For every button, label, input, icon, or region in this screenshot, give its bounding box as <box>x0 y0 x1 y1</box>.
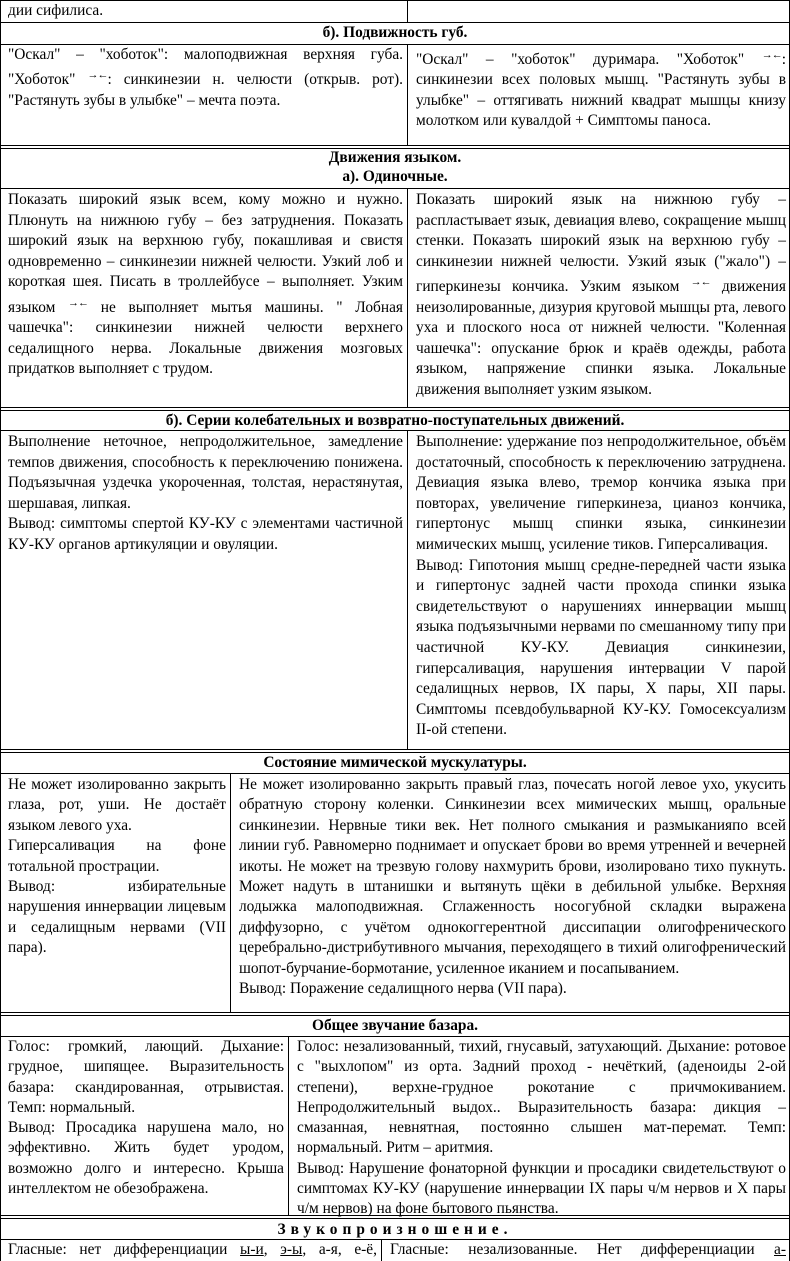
rule-lips-bottom <box>0 145 790 149</box>
tongue-right-cell <box>408 190 790 400</box>
tongue-header: а). Одиночные. <box>342 168 448 185</box>
mimic-right-para-2: Вывод: Поражение седалищного нерва (VII пара). <box>239 980 567 998</box>
rule-series-header <box>0 430 790 431</box>
col-divider-mimic <box>230 773 231 1013</box>
series-header: б). Серии колебательных и возвратно-поступательных движений. <box>165 412 625 429</box>
rule-sound-header <box>0 1036 790 1037</box>
pronun-left-cell: Гласные: нет дифференциации ы-и, э-ы, а-я, е-ё, <box>8 1241 377 1258</box>
sound-left-para-2: Вывод: Просадика нарушена мало, но эффективно. Жить будет уродом, возможно долго и интересно. Крыша интеллектом не обезображена. <box>8 1119 284 1198</box>
mimic-left-para-1: Не может изолированно закрыть глаза, рот, уши. Не достаёт языком левого уха. <box>8 776 226 834</box>
lips-left-cell <box>0 45 407 111</box>
series-left-para-2: Вывод: симптомы спертой КУ-КУ с элементами частичной КУ-КУ органов артикуляции и овуляции. <box>8 515 403 553</box>
row0-left-cell <box>0 1 407 21</box>
pronun-right-prefix: Гласные: незализованные. Нет дифференциации <box>390 1241 755 1258</box>
tongue-title: Движения языком. <box>328 149 462 166</box>
rule-row0 <box>0 22 790 23</box>
tongue-left-text-1: Показать широкий язык всем, кому можно и нужно. Плюнуть на нижнюю губу – без затруднения. Показать широкий язык на верхнюю губу, покашливая и свистя одновременно – синкинезии нижней челюсти. Узкий лоб и короткая шея. Писать в троллейбусе – выполняет. Узким языком <box>8 191 403 316</box>
pronun-right-pair: а- <box>774 1241 786 1258</box>
pronun-left-pair-2: э-ы <box>280 1241 303 1258</box>
mimic-left-para-3: Вывод: избирательные нарушения иннервации лицевым и седалищным нервами (VII пара). <box>8 878 226 957</box>
row0-left-text: дии сифилиса. <box>8 2 104 19</box>
pronun-left-prefix: Гласные: нет дифференциации <box>8 1241 228 1258</box>
lips-header: б). Подвижность губ. <box>322 24 468 41</box>
mimic-left-para-2: Гиперсаливация на фоне тотальной прострации. <box>8 837 226 875</box>
series-left-para-1: Выполнение неточное, непродолжительное, замедление темпов движения, способность к переключению понижена. Подъязычная уздечка укороченная, толстая, нерастянутая, шершавая, липкая. <box>8 433 403 512</box>
rule-tongue-header <box>0 188 790 189</box>
tongue-left-cell <box>0 190 407 380</box>
mimic-header: Состояние мимической мускулатуры. <box>263 754 527 771</box>
sound-right-cell <box>289 1037 790 1220</box>
rule-sound-bottom <box>0 1215 790 1219</box>
arrow-icon: →← <box>68 296 89 309</box>
col-divider-tongue <box>407 188 408 408</box>
series-right-para-2: Вывод: Гипотония мышц средне-передней части языка и гипертонус задней части прохода спинки языка свидетельствуют о нарушениях иннервации мышц языка подъязычными нервами по смешанному типу при частичной КУ-КУ. Девиация синкинезии, гиперсаливация, нарушения интервации V парой седалищных нервов, IX пары, X пары, XII пары. Симптомы псевдобульварной КУ-КУ. Гомосексуализм II-ой степени. <box>416 556 786 739</box>
lips-right-text-1: "Оскал" – "хоботок" дуримара. "Хоботок" <box>416 51 745 69</box>
sound-right-para-2: Вывод: Нарушение фонаторной функции и просадики свидетельствуют о симптомах КУ-КУ (нарушение иннервации IX пары ч/м нервов и X пары ч/м нервов) на фоне бытового пьянства. <box>297 1159 786 1218</box>
tongue-right-text-2: движения неизолированные, дизурия круговой мышцы рта, левого уха и плоского носа от нижней челюсти. "Коленная чашечка": опускание брюк и краёв одежды, работа языком, напряжение спинки языка. Локальные движения выполняет узким языком. <box>416 278 786 398</box>
pronun-header: Звукопроизношение. <box>277 1221 513 1238</box>
mimic-right-cell <box>231 775 790 999</box>
pronun-left-rest: , а-я, е-ё, <box>302 1241 377 1258</box>
arrow-icon: →← <box>87 69 108 82</box>
lips-left-text-2: "Хоботок" <box>8 71 76 89</box>
rule-mimic-bottom <box>0 1012 790 1016</box>
arrow-icon: →← <box>761 49 782 61</box>
rule-lips-header <box>0 44 790 45</box>
border-top <box>0 0 790 1</box>
col-divider-pronun <box>381 1239 382 1261</box>
lips-right-cell <box>408 45 790 131</box>
tongue-right-text-1: Показать широкий язык на нижнюю губу – распластывает язык, девиация влево, сокращение мышц стенки. Показать широкий язык на верхнюю губу – синкинезии нижней челюсти. Узкий язык ("жало") – гиперкинезы кончика. Узким языком <box>416 191 786 296</box>
border-left <box>0 0 1 1261</box>
sound-left-para-1: Голос: громкий, лающий. Дыхание: грудное, шипящее. Выразительность базара: скандированная, отрывистая. Темп: нормальный. <box>8 1038 284 1116</box>
lips-right-text-2: : синкинезии всех половых мышц. "Растянуть зубы в улыбке" – оттягивать нижний квадрат мышцы книзу молотком или кувалдой + Симптомы паноса. <box>416 51 786 130</box>
mimic-left-cell <box>0 775 230 959</box>
lips-left-text-3: : синкинезии н. челюсти (открыв. рот). "Растянуть зубы в улыбке" – мечта поэта. <box>8 71 403 109</box>
tongue-left-text-2: не выполняет мытья машины. " Лобная чашечка": синкинезии нижней челюсти верхнего седалищного нерва. Локальные движения мозговых придатков выполняет с трудом. <box>8 298 403 378</box>
rule-pronun-header <box>0 1239 790 1240</box>
col-divider-row0 <box>407 0 408 22</box>
series-left-cell <box>0 432 407 556</box>
pronun-left-pair-1: ы-и <box>240 1241 264 1258</box>
mimic-right-para-1: Не может изолированно закрыть правый глаз, почесать ногой левое ухо, укусить обратную сторону коленки. Синкинезии всех мимических мышц, оральные синкинезии. Нервные тики век. Нет полного смыкания и размыканияпо всей линии губ. Равномерно поднимает и опускает брови во время утренней и вечерней икоты. Не может на трезвую голову нахмурить брови, изолировано тихо пукнуть. Может надуть в штанишки и вытянуть щёки в дебильной улыбке. Верхняя лодыжка малоподвижная. Сглаженность носогубной складки выражена диффузорно, с учётом однокоггерентной диссипации олигофренического церебрально-дистрибутивного мычания, переходящего в тихий олигофренический шопот-бурчание-бормотание, усиленное иканием и посапыванием. <box>239 776 786 977</box>
rule-mimic-header <box>0 773 790 774</box>
sound-header: Общее звучание базара. <box>312 1017 478 1034</box>
arrow-icon: →← <box>690 276 711 288</box>
sound-right-para-1: Голос: незализованный, тихий, гнусавый, затухающий. Дыхание: ротовое с "выхлопом" из орта. Задний проход - нечёткий, (аденоиды 2-ой степени), верхне-грудное рокотание с причмокиванием. Непродолжительный выдох.. Выразительность базара: дикция – смазанная, невнятная, постоянно слышен мат-перемат. Темп: нормальный. Ритм – аритмия. <box>297 1038 786 1157</box>
col-divider-series <box>407 430 408 750</box>
col-divider-sound <box>288 1036 289 1216</box>
rule-tongue-bottom <box>0 407 790 411</box>
rule-series-bottom <box>0 749 790 753</box>
series-right-para-1: Выполнение: удержание поз непродолжительное, объём достаточный, способность к переключению затруднена. Девиация языка влево, тремор кончика языка при повторах, увеличение гиперкинеза, цианоз кончика, гипертонус мышц спинки языка, синкинезии мимических мышц, усиление тиков. Гиперсаливация. <box>416 433 786 553</box>
col-divider-lips <box>407 44 408 146</box>
sound-left-cell <box>0 1037 288 1199</box>
series-right-cell <box>408 432 790 741</box>
pronun-right-cell <box>382 1240 790 1260</box>
lips-left-text-1: "Оскал" – "хоботок": малоподвижная верхняя губа. <box>8 46 403 63</box>
